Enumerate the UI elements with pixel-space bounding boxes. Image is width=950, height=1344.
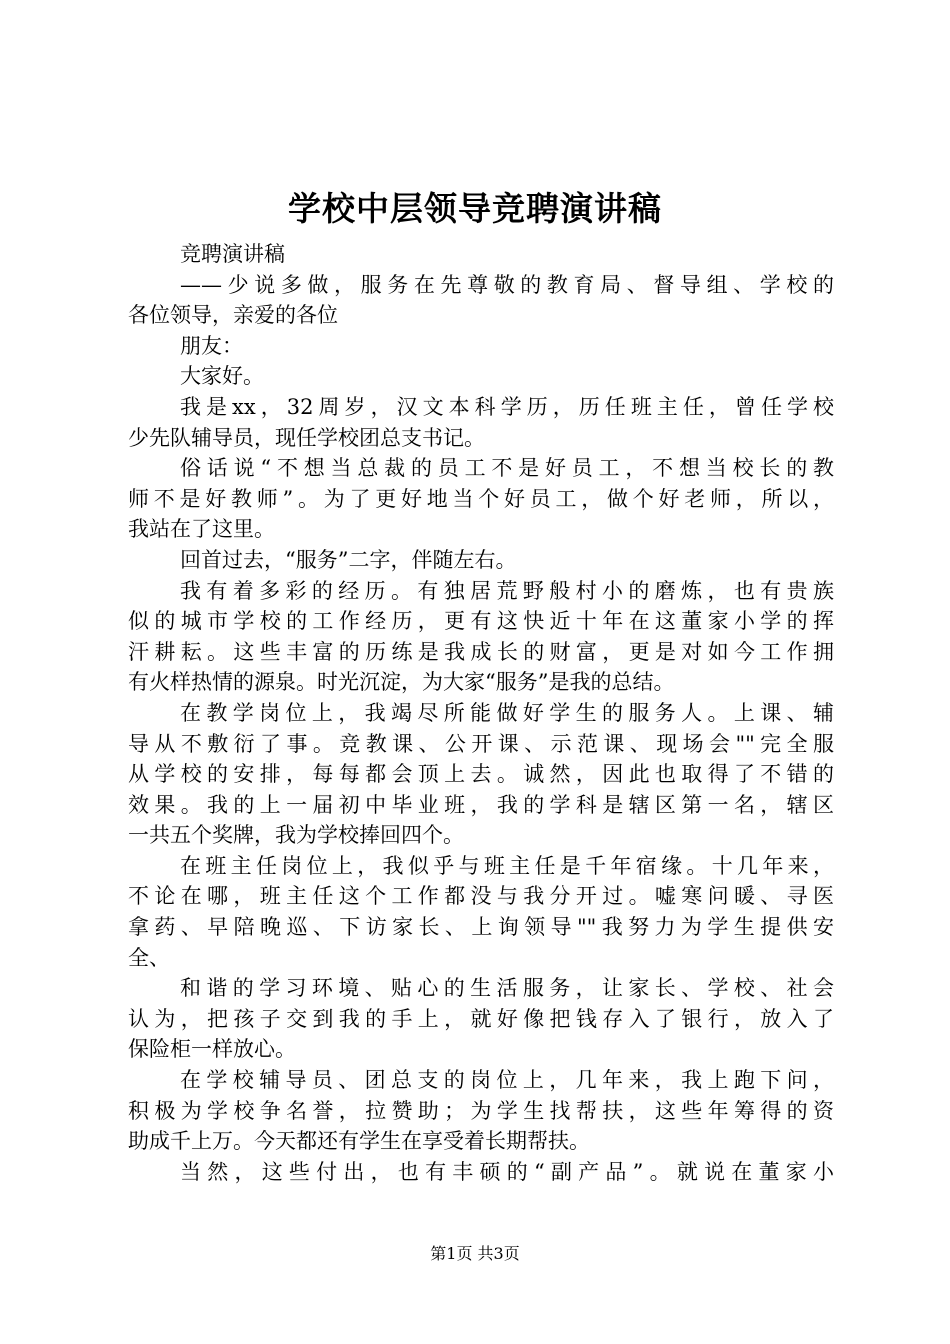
text-line: 师不是好教师”。为了更好地当个好员工，做个好老师，所以， — [128, 486, 834, 511]
page-footer: 第1页 共3页 — [430, 1244, 520, 1263]
text-line: 助成千上万。今天都还有学生在享受着长期帮扶。 — [128, 1129, 590, 1154]
text-line: 拿药、早陪晚巡、下访家长、上询领导""我努力为学生提供安 — [128, 915, 834, 940]
text-line: 俗话说“不想当总裁的员工不是好员工，不想当校长的教 — [180, 456, 834, 481]
text-line: 我是xx，32周岁，汉文本科学历，历任班主任，曾任学校 — [180, 394, 834, 419]
text-line: 汗耕耘。这些丰富的历练是我成长的财富，更是对如今工作拥 — [128, 639, 834, 664]
text-line: 从学校的安排，每每都会顶上去。诚然，因此也取得了不错的 — [128, 762, 834, 787]
text-line: 大家好。 — [180, 364, 264, 389]
text-line: 在教学岗位上，我竭尽所能做好学生的服务人。上课、辅 — [180, 700, 834, 725]
text-line: 在班主任岗位上，我似乎与班主任是千年宿缘。十几年来， — [180, 853, 834, 878]
text-line: 在学校辅导员、团总支的岗位上，几年来，我上跑下问， — [180, 1068, 834, 1093]
text-line: 竞聘演讲稿 — [180, 242, 285, 266]
text-line: 当然，这些付出，也有丰硕的“副产品”。就说在董家小 — [180, 1159, 834, 1184]
text-line: 一共五个奖牌，我为学校捧回四个。 — [128, 823, 464, 848]
text-line: 似的城市学校的工作经历，更有这快近十年在这董家小学的挥 — [128, 609, 834, 634]
text-line: 我有着多彩的经历。有独居荒野般村小的磨炼，也有贵族 — [180, 578, 834, 603]
text-line: 少先队辅导员，现任学校团总支书记。 — [128, 425, 485, 450]
document-title: 学校中层领导竞聘演讲稿 — [288, 189, 662, 228]
text-line: 朋友： — [180, 333, 243, 358]
text-line: 积极为学校争名誉，拉赞助；为学生找帮扶，这些年筹得的资 — [128, 1098, 834, 1123]
text-line: 全、 — [128, 945, 170, 970]
document-body — [128, 239, 834, 1187]
text-line: 有火样热情的源泉。时光沉淀，为大家“服务”是我的总结。 — [128, 670, 675, 695]
text-line: 不论在哪，班主任这个工作都没与我分开过。嘘寒问暖、寻医 — [128, 884, 834, 909]
text-line: 认为，把孩子交到我的手上，就好像把钱存入了银行，放入了 — [128, 1006, 834, 1031]
text-line: 效果。我的上一届初中毕业班，我的学科是辖区第一名，辖区 — [128, 792, 834, 817]
text-line: 回首过去，“服务”二字，伴随左右。 — [180, 547, 517, 572]
text-line: 和谐的学习环境、贴心的生活服务，让家长、学校、社会 — [180, 976, 834, 1001]
text-line: 各位领导，亲爱的各位 — [128, 303, 338, 328]
text-line: ——少说多做，服务在先尊敬的教育局、督导组、学校的 — [180, 272, 834, 297]
text-line: 导从不敷衍了事。竞教课、公开课、示范课、现场会""完全服 — [128, 731, 834, 756]
text-line: 我站在了这里。 — [128, 517, 275, 542]
text-line: 保险柜一样放心。 — [128, 1037, 296, 1062]
